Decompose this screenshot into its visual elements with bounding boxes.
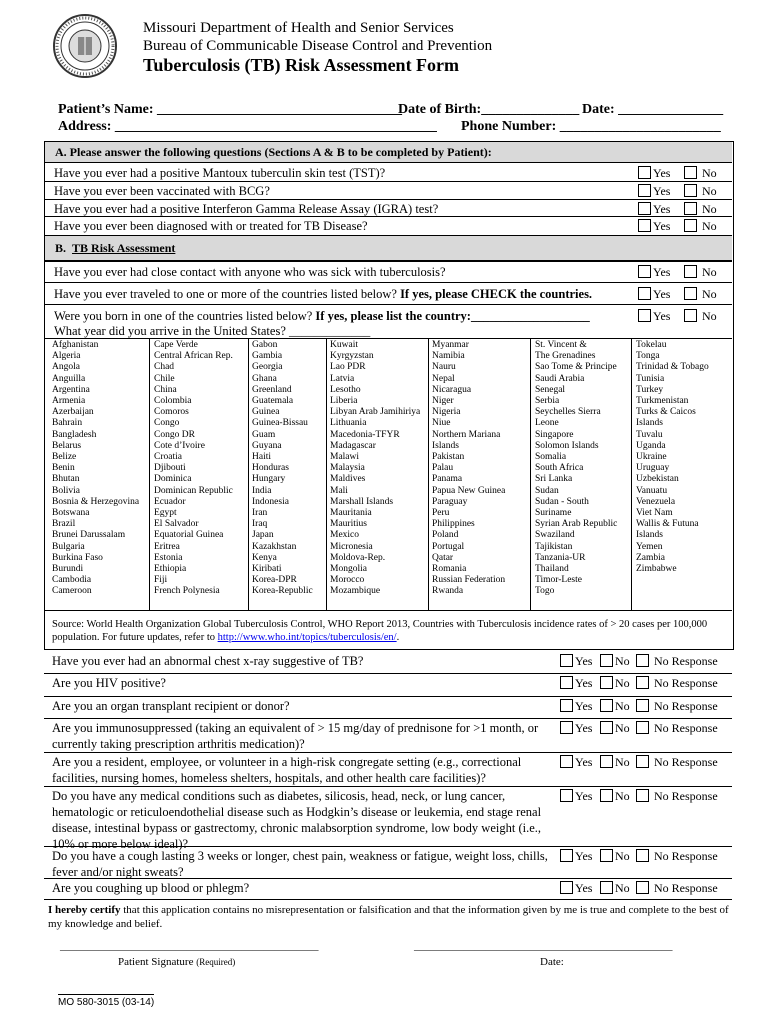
country-name: Sao Tome & Principe (535, 362, 617, 373)
yes-checkbox[interactable]: Yes (638, 218, 670, 234)
divider (44, 846, 732, 847)
date-field[interactable]: Date: _______________ (582, 102, 724, 117)
country-name: Armenia (52, 396, 86, 407)
country-name: Nepal (432, 373, 455, 384)
divider (44, 610, 732, 611)
country-name: Mali (330, 485, 348, 496)
country-name: Equatorial Guinea (154, 530, 224, 541)
no-response-checkbox[interactable]: No Response (636, 653, 718, 669)
country-name: China (154, 384, 177, 395)
question-text: Are you a resident, employee, or volunteer in a high-risk congregate setting (e.g., correctional facilities, nursing homes, homeless shelters, hospitals, and other health care facilities)? (52, 755, 522, 785)
country-name: Bangladesh (52, 429, 97, 440)
question-text: Are you an organ transplant recipient or donor? (52, 699, 290, 713)
who-link[interactable]: http://www.who.int/topics/tuberculosis/en/ (217, 632, 397, 643)
divider (44, 673, 732, 674)
address-field[interactable]: Address: ______________________________________________ (58, 119, 437, 134)
no-response-checkbox[interactable]: No Response (636, 720, 718, 736)
yes-checkbox[interactable]: Yes (638, 201, 670, 217)
country-name: Tanzania-UR (535, 552, 586, 563)
no-response-checkbox[interactable]: No Response (636, 675, 718, 691)
country-name: Sri Lanka (535, 474, 573, 485)
country-column (330, 340, 420, 598)
question-text: Are you immunosuppressed (taking an equivalent of > 15 mg/day of prednisone for >1 month, or currently taking prescription arthritis medication)? (52, 721, 539, 751)
country-name: Kiribati (252, 564, 282, 575)
country-name: Central African Rep. (154, 351, 233, 362)
country-name: Saudi Arabia (535, 373, 585, 384)
country-name: Serbia (535, 396, 560, 407)
no-checkbox[interactable]: No (684, 218, 717, 234)
country-name: Guinea (252, 407, 280, 418)
country-name: French Polynesia (154, 586, 220, 597)
country-name: Azerbaijan (52, 407, 94, 418)
country-name: Swaziland (535, 530, 575, 541)
country-name: India (252, 485, 272, 496)
country-name: Croatia (154, 452, 182, 463)
country-name: Tonga (636, 351, 660, 362)
country-name: Korea-Republic (252, 586, 313, 597)
country-column (52, 340, 139, 598)
phone-field[interactable]: Phone Number: _______________________ (461, 119, 721, 134)
country-name: Russian Federation (432, 575, 506, 586)
divider (44, 786, 732, 787)
country-name: Macedonia-TFYR (330, 429, 400, 440)
country-column (252, 340, 313, 598)
country-name: Burundi (52, 564, 84, 575)
country-name: Islands (636, 530, 663, 541)
country-name: Nigeria (432, 407, 461, 418)
country-name: Botswana (52, 508, 90, 519)
country-name: Leone (535, 418, 559, 429)
country-name: Afghanistan (52, 340, 99, 350)
no-checkbox[interactable]: No (600, 754, 630, 770)
country-name: Wallis & Futuna (636, 519, 699, 530)
country-name: Morocco (330, 575, 365, 586)
yes-checkbox[interactable]: Yes (638, 165, 670, 181)
yes-checkbox[interactable]: Yes (560, 653, 592, 669)
country-name: Lesotho (330, 384, 361, 395)
no-response-checkbox[interactable]: No Response (636, 754, 718, 770)
country-name: Vanuatu (636, 485, 668, 496)
country-name: Belarus (52, 440, 82, 451)
country-name: Guam (252, 429, 276, 440)
country-name: Palau (432, 463, 454, 474)
question-text: Have you ever had a positive Mantoux tuberculin skin test (TST)? (54, 166, 386, 180)
country-column (636, 340, 709, 575)
form-title: Tuberculosis (TB) Risk Assessment Form (143, 55, 460, 75)
country-name: Kazakhstan (252, 541, 297, 552)
country-name: Bolivia (52, 485, 80, 496)
country-name: Honduras (252, 463, 289, 474)
country-name: Anguilla (52, 373, 86, 384)
no-checkbox[interactable]: No (600, 848, 630, 864)
no-checkbox[interactable]: No (684, 286, 717, 302)
country-name: Belize (52, 452, 77, 463)
country-name: Dominican Republic (154, 485, 233, 496)
signature-date-line[interactable]: _______________________________________________ (414, 940, 673, 952)
yes-checkbox[interactable]: Yes (638, 183, 670, 199)
question-text: Have you ever had a positive Interferon Gamma Release Assay (IGRA) test? (54, 202, 439, 216)
no-checkbox[interactable]: No (600, 720, 630, 736)
no-checkbox[interactable]: No (600, 653, 630, 669)
country-name: Nicaragua (432, 384, 472, 395)
country-name: Brunei Darussalam (52, 530, 126, 541)
country-name: Kuwait (330, 340, 358, 350)
country-name: Japan (252, 530, 274, 541)
question-text: Are you coughing up blood or phlegm? (52, 881, 250, 895)
country-name: Rwanda (432, 586, 464, 597)
country-name: Tuvalu (636, 429, 663, 440)
country-name: Poland (432, 530, 459, 541)
country-name: Pakistan (432, 452, 465, 463)
country-name: Bulgaria (52, 541, 85, 552)
country-name: Islands (636, 418, 663, 429)
no-checkbox[interactable]: No (684, 165, 717, 181)
country-name: Uzbekistan (636, 474, 679, 485)
dob-field[interactable]: Date of Birth:______________ (398, 102, 580, 117)
no-checkbox[interactable]: No (684, 183, 717, 199)
no-response-checkbox[interactable]: No Response (636, 698, 718, 714)
no-response-checkbox[interactable]: No Response (636, 880, 718, 896)
country-name: Turks & Caicos (636, 407, 696, 418)
country-name: Burkina Faso (52, 552, 103, 563)
country-name: Mauritania (330, 508, 372, 519)
question-text: Have you ever traveled to one or more of the countries listed below? If yes, please CHECK the countries. (54, 287, 593, 301)
country-name: Singapore (535, 429, 574, 440)
yes-checkbox[interactable]: Yes (560, 880, 592, 896)
country-name: Argentina (52, 384, 90, 395)
country-name: Colombia (154, 396, 192, 407)
country-name: Guinea-Bissau (252, 418, 308, 429)
country-name: Bosnia & Herzegovina (52, 496, 140, 507)
country-name: Tajikistan (535, 541, 573, 552)
country-name: Lao PDR (330, 362, 366, 373)
country-name: Ukraine (636, 452, 667, 463)
country-name: Cape Verde (154, 340, 198, 350)
country-name: Ethiopia (154, 564, 187, 575)
country-name: Timor-Leste (535, 575, 582, 586)
country-name: Trinidad & Tobago (636, 362, 709, 373)
signature-date-label: Date: (540, 956, 564, 968)
country-name: Lithuania (330, 418, 367, 429)
country-name: Suriname (535, 508, 572, 519)
no-checkbox[interactable]: No (684, 308, 717, 324)
medical-question-row (44, 754, 732, 786)
country-name: Paraguay (432, 496, 468, 507)
country-name: Chad (154, 362, 175, 373)
medical-question-row (44, 698, 732, 716)
country-name: Zimbabwe (636, 564, 677, 575)
country-name: Philippines (432, 519, 475, 530)
country-name: Uruguay (636, 463, 670, 474)
divider (44, 878, 732, 879)
country-name: Angola (52, 362, 80, 373)
form-number: MO 580-3015 (03-14) (58, 994, 154, 1008)
yes-checkbox[interactable]: Yes (560, 675, 592, 691)
divider (44, 899, 732, 900)
country-name: Bahrain (52, 418, 83, 429)
country-column (154, 340, 233, 598)
signature-label: Patient Signature (Required) (118, 956, 236, 968)
country-name: Iraq (252, 519, 268, 530)
yes-checkbox[interactable]: Yes (638, 308, 670, 324)
country-name: Cambodia (52, 575, 92, 586)
state-seal-logo (52, 13, 118, 79)
certification-statement: I hereby certify that this application contains no misrepresentation or falsification and that the information given by me is true and complete to the best of my knowledge and belief. (48, 904, 729, 930)
divider (44, 304, 732, 305)
country-name: Zambia (636, 552, 666, 563)
country-name: Maldives (330, 474, 366, 485)
country-name: Senegal (535, 384, 566, 395)
country-name: Ecuador (154, 496, 186, 507)
country-name: Latvia (330, 373, 355, 384)
country-name: Mozambique (330, 586, 381, 597)
question-text: Have you ever had an abnormal chest x-ray suggestive of TB? (52, 654, 364, 668)
department-name: Missouri Department of Health and Senior Services (143, 20, 454, 36)
country-name: Kyrgyzstan (330, 351, 374, 362)
country-name: Sudan - South (535, 496, 589, 507)
country-name: Indonesia (252, 496, 289, 507)
country-name: Haiti (252, 452, 271, 463)
medical-question-row (44, 880, 732, 900)
country-name: Islands (432, 440, 459, 451)
question-text: Were you born in one of the countries listed below? If yes, please list the country:___________________ (54, 309, 590, 323)
country-name: Hungary (252, 474, 286, 485)
question-text: Have you ever been vaccinated with BCG? (54, 184, 270, 198)
country-name: El Salvador (154, 519, 199, 530)
no-checkbox[interactable]: No (600, 788, 630, 804)
source-note: Source: World Health Organization Global Tuberculosis Control, WHO Report 2013, Countries with Tuberculosis incidence rates of > 20 cases per 100,000 population. For future updates, refer to http://www.who.int/topics/tuberculosis/en/. (52, 619, 708, 643)
country-name: Gabon (252, 340, 278, 350)
medical-question-row (44, 675, 732, 693)
country-name: Congo DR (154, 429, 195, 440)
divider (44, 199, 732, 200)
country-name: Thailand (535, 564, 569, 575)
divider (44, 261, 732, 262)
yes-checkbox[interactable]: Yes (560, 720, 592, 736)
country-name: Iran (252, 508, 268, 519)
no-response-checkbox[interactable]: No Response (636, 788, 718, 804)
question-text: Are you HIV positive? (52, 676, 166, 690)
medical-question-row (44, 720, 732, 752)
country-name: Romania (432, 564, 467, 575)
country-name: Nauru (432, 362, 456, 373)
country-name: The Grenadines (535, 351, 596, 362)
divider (326, 338, 327, 610)
divider (44, 338, 732, 339)
yes-checkbox[interactable]: Yes (638, 286, 670, 302)
country-name: Papua New Guinea (432, 485, 506, 496)
country-name: Korea-DPR (252, 575, 297, 586)
divider (44, 752, 732, 753)
country-name: Madagascar (330, 440, 376, 451)
country-name: Liberia (330, 396, 358, 407)
yes-checkbox[interactable]: Yes (560, 698, 592, 714)
country-name: Gambia (252, 351, 283, 362)
country-name: Viet Nam (636, 508, 673, 519)
country-name: Bhutan (52, 474, 80, 485)
country-name: Benin (52, 463, 75, 474)
divider (428, 338, 429, 610)
country-name: Togo (535, 586, 555, 597)
no-checkbox[interactable]: No (600, 880, 630, 896)
country-name: Sudan (535, 485, 559, 496)
country-name: Peru (432, 508, 450, 519)
country-name: Micronesia (330, 541, 373, 552)
country-name: Mongolia (330, 564, 367, 575)
country-name: Ghana (252, 373, 277, 384)
country-name: Tokelau (636, 340, 667, 350)
country-name: Seychelles Sierra (535, 407, 601, 418)
country-name: Congo (154, 418, 180, 429)
country-name: Malawi (330, 452, 360, 463)
section-a-header: A. Please answer the following questions (Sections A & B to be completed by Patient): (45, 142, 732, 163)
country-name: Cote d’Ivoire (154, 440, 205, 451)
country-name: St. Vincent & (535, 340, 587, 350)
country-name: Chile (154, 373, 175, 384)
country-name: Syrian Arab Republic (535, 519, 618, 530)
medical-question-row (44, 653, 732, 671)
medical-question-row (44, 788, 732, 851)
country-name: Djibouti (154, 463, 186, 474)
question-text: Do you have any medical conditions such as diabetes, silicosis, head, neck, or lung cancer, hematologic or reticuloendothelial disease such as Hodgkin’s disease or leukemia, end stage renal disease, intestinal bypass or gastrectomy, chronic malabsorption syndrome, low body weight (i.e., 10% or more below ideal)? (52, 789, 542, 851)
country-name: Greenland (252, 384, 292, 395)
yes-checkbox[interactable]: Yes (560, 848, 592, 864)
country-name: Qatar (432, 552, 454, 563)
country-name: Mauritius (330, 519, 367, 530)
country-name: Panama (432, 474, 463, 485)
country-name: Yemen (636, 541, 663, 552)
country-name: Northern Mariana (432, 429, 501, 440)
yes-checkbox[interactable]: Yes (560, 788, 592, 804)
section-b-header: B. TB Risk Assessment (45, 236, 732, 261)
country-name: Venezuela (636, 496, 676, 507)
country-name: Libyan Arab Jamihiriya (330, 407, 421, 418)
country-name: Fiji (154, 575, 168, 586)
country-column (535, 340, 617, 598)
no-checkbox[interactable]: No (600, 675, 630, 691)
country-name: Eritrea (154, 541, 180, 552)
yes-checkbox[interactable]: Yes (560, 754, 592, 770)
country-name: Estonia (154, 552, 183, 563)
no-checkbox[interactable]: No (684, 264, 717, 280)
medical-question-row (44, 848, 732, 880)
country-name: Tunisia (636, 373, 665, 384)
country-name: South Africa (535, 463, 584, 474)
divider (44, 282, 732, 283)
no-checkbox[interactable]: No (600, 698, 630, 714)
no-checkbox[interactable]: No (684, 201, 717, 217)
question-text: Have you ever had close contact with anyone who was sick with tuberculosis? (54, 265, 446, 279)
country-name: Marshall Islands (330, 496, 394, 507)
country-name: Kenya (252, 552, 277, 563)
divider (44, 181, 732, 182)
bureau-name: Bureau of Communicable Disease Control and Prevention (143, 38, 493, 54)
country-name: Namibia (432, 351, 465, 362)
divider (149, 338, 150, 610)
question-text: Have you ever been diagnosed with or treated for TB Disease? (54, 219, 368, 233)
country-name: Solomon Islands (535, 440, 599, 451)
country-name: Niger (432, 396, 454, 407)
country-name: Turkey (636, 384, 664, 395)
no-response-checkbox[interactable]: No Response (636, 848, 718, 864)
patient-name-field[interactable]: Patient’s Name: ___________________________________ (58, 102, 403, 117)
country-name: Comoros (154, 407, 189, 418)
year-arrival-field[interactable]: What year did you arrive in the United States? _____________ (54, 324, 371, 338)
country-name: Cameroon (52, 586, 92, 597)
divider (44, 216, 732, 217)
signature-line[interactable]: _______________________________________________ (60, 940, 319, 952)
country-name: Niue (432, 418, 451, 429)
divider (44, 718, 732, 719)
divider (44, 696, 732, 697)
country-name: Dominica (154, 474, 192, 485)
country-name: Myanmar (432, 340, 469, 350)
divider (530, 338, 531, 610)
country-name: Guatemala (252, 396, 294, 407)
country-name: Mexico (330, 530, 360, 541)
divider (631, 338, 632, 610)
country-name: Guyana (252, 440, 282, 451)
divider (248, 338, 249, 610)
country-name: Egypt (154, 508, 177, 519)
country-name: Portugal (432, 541, 465, 552)
country-column (432, 340, 505, 598)
yes-checkbox[interactable]: Yes (638, 264, 670, 280)
country-name: Algeria (52, 351, 81, 362)
country-name: Somalia (535, 452, 567, 463)
country-name: Uganda (636, 440, 666, 451)
country-name: Turkmenistan (636, 396, 689, 407)
country-name: Malaysia (330, 463, 365, 474)
question-text: Do you have a cough lasting 3 weeks or longer, chest pain, weakness or fatigue, weight loss, chills, fever and/or night sweats? (52, 849, 548, 879)
country-name: Brazil (52, 519, 76, 530)
country-name: Moldova-Rep. (330, 552, 386, 563)
country-name: Georgia (252, 362, 283, 373)
